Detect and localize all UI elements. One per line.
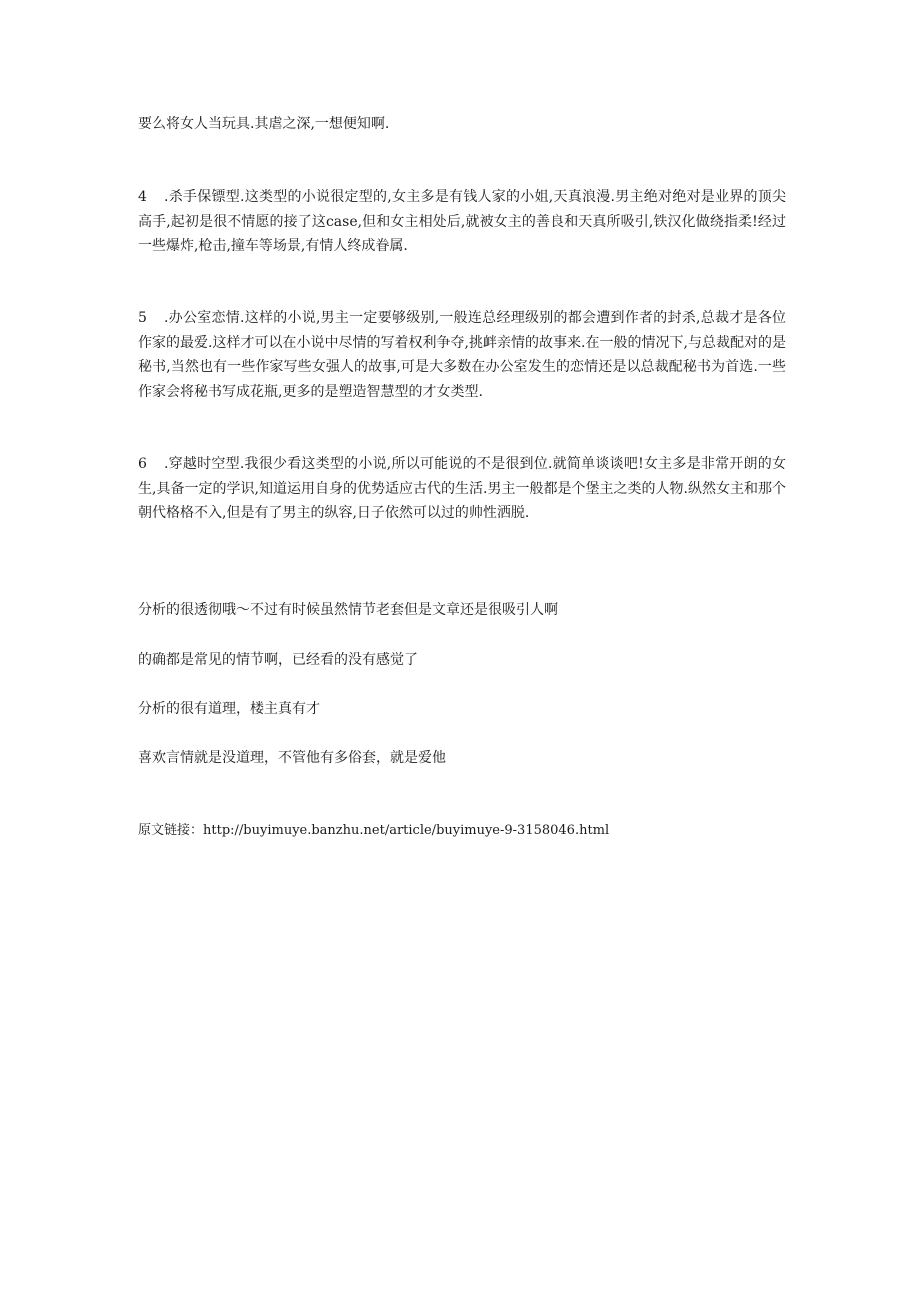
- comment-1: 分析的很透彻哦～不过有时候虽然情节老套但是文章还是很吸引人啊: [138, 602, 558, 618]
- intro-text: 要么将女人当玩具.其虐之深,一想便知啊.: [138, 116, 390, 132]
- comment-2: 的确都是常见的情节啊，已经看的没有感觉了: [138, 652, 418, 668]
- item-number: 6: [138, 456, 147, 472]
- intro-paragraph: [138, 112, 786, 137]
- item-number: 4: [138, 189, 147, 205]
- item-text: .穿越时空型.我很少看这类型的小说,所以可能说的不是很到位.就简单谈谈吧!女主多是非常开朗的女生,具备一定的学识,知道运用自身的优势适应古代的生活.男主一般都是个堡主之类的人物.纵然女主和那个朝代格格不入,但是有了男主的纵容,日子依然可以过的帅性洒脱.: [138, 456, 786, 522]
- item-text: .办公室恋情.这样的小说,男主一定要够级别,一般连总经理级别的都会遭到作者的封杀,总裁才是各位作家的最爱.这样才可以在小说中尽情的写着权利争夺,挑衅亲情的故事来.在一般的情况下,与总裁配对的是秘书,当然也有一些作家写些女强人的故事,可是大多数在办公室发生的恋情还是以总裁配秘书为首选.一些作家会将秘书写成花瓶,更多的是塑造智慧型的才女类型.: [138, 310, 786, 400]
- source-link[interactable]: http://buyimuye.banzhu.net/article/buyimuye-9-3158046.html: [203, 823, 610, 838]
- source-label: 原文链接：: [138, 823, 204, 838]
- item-number: 5: [138, 310, 147, 326]
- comment-4: 喜欢言情就是没道理，不管他有多俗套，就是爱他: [138, 750, 446, 766]
- item-5-paragraph: [138, 306, 786, 404]
- item-6-paragraph: [138, 452, 786, 526]
- item-4-paragraph: [138, 185, 786, 259]
- source-line: [138, 821, 609, 841]
- item-text: .杀手保镖型.这类型的小说很定型的,女主多是有钱人家的小姐,天真浪漫.男主绝对绝对是业界的顶尖高手,起初是很不情愿的接了这case,但和女主相处后,就被女主的善良和天真所吸引,铁汉化做绕指柔!经过一些爆炸,枪击,撞车等场景,有情人终成眷属.: [138, 189, 786, 255]
- comment-3: 分析的很有道理，楼主真有才: [138, 701, 320, 717]
